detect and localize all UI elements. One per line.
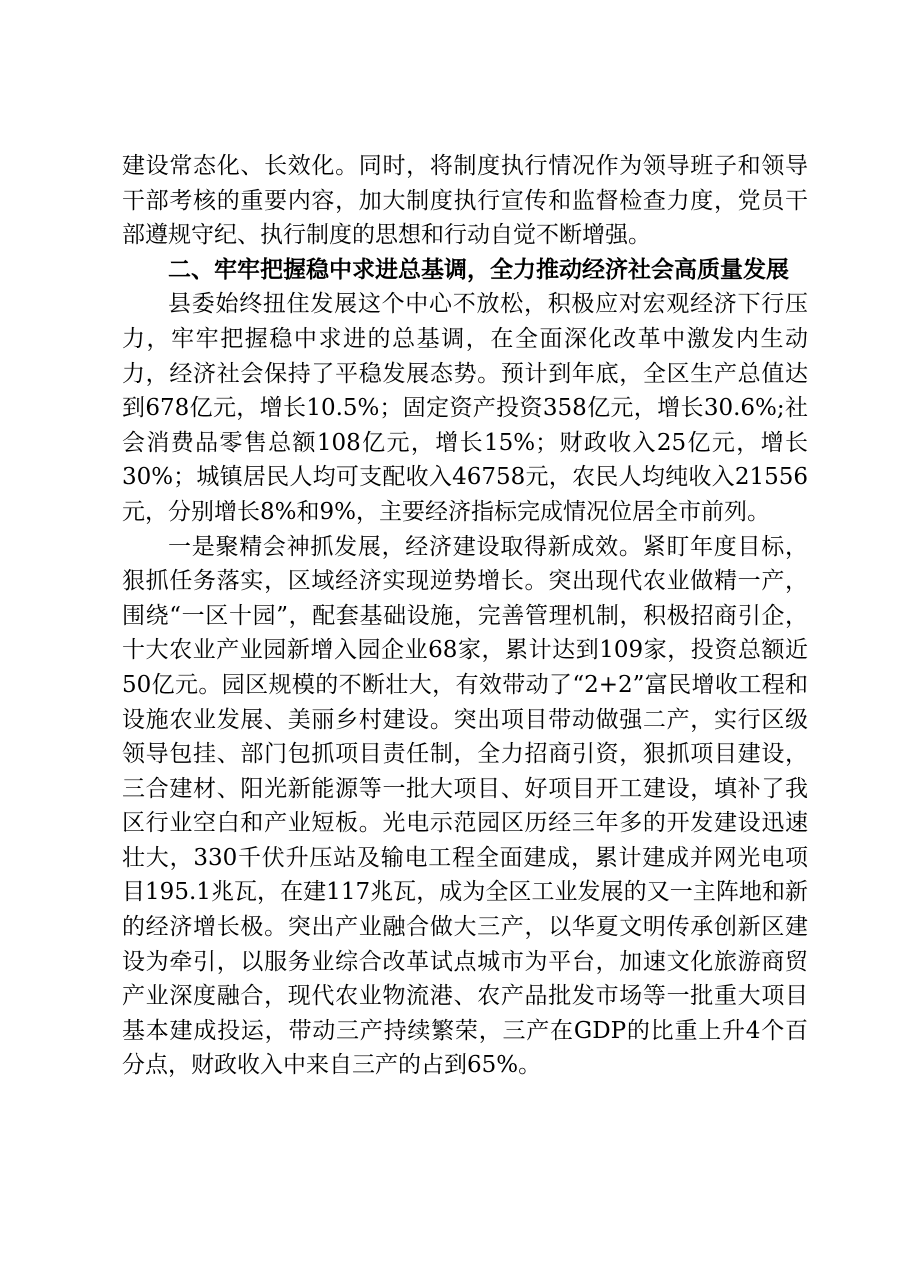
paragraph-economic-overview: 县委始终扭住发展这个中心不放松，积极应对宏观经济下行压力，牢牢把握稳中求进的总基调，在全面深化改革中激发内生动力，经济社会保持了平稳发展态势。预计到年底，全区生产总值达到678亿元，增长10.5%；固定资产投资358亿元，增长30.6%;社会消费品零售总额108亿元，增长15%；财政收入25亿元，增长30%；城镇居民人均可支配收入46758元，农民人均纯收入21556元，分别增长8%和9%，主要经济指标完成情况位居全市前列。 xyxy=(122,291,808,525)
section-heading: 二、牢牢把握稳中求进总基调，全力推动经济社会高质量发展 xyxy=(168,256,789,283)
paragraph-continuation: 建设常态化、长效化。同时，将制度执行情况作为领导班子和领导干部考核的重要内容，加大制度执行宣传和监督检查力度，党员干部遵规守纪、执行制度的思想和行动自觉不断增强。 xyxy=(122,153,808,249)
document-body xyxy=(122,149,808,1083)
paragraph-economic-development: 一是聚精会神抓发展，经济建设取得新成效。紧盯年度目标，狠抓任务落实，区域经济实现逆势增长。突出现代农业做精一产，围绕“一区十园”，配套基础设施，完善管理机制，积极招商引企，十大农业产业园新增入园企业68家，累计达到109家，投资总额近50亿元。园区规模的不断壮大，有效带动了“2+2”富民增收工程和设施农业发展、美丽乡村建设。突出项目带动做强二产，实行区级领导包挂、部门包抓项目责任制，全力招商引资，狠抓项目建设，三合建材、阳光新能源等一批大项目、好项目开工建设，填补了我区行业空白和产业短板。光电示范园区历经三年多的开发建设迅速壮大，330千伏升压站及输电工程全面建成，累计建成并网光电项目195.1兆瓦，在建117兆瓦，成为全区工业发展的又一主阵地和新的经济增长极。突出产业融合做大三产，以华夏文明传承创新区建设为牵引，以服务业综合改革试点城市为平台，加速文化旅游商贸产业深度融合，现代农业物流港、农产品批发市场等一批重大项目基本建成投运，带动三产持续繁荣，三产在GDP的比重上升4个百分点，财政收入中来自三产的占到65%。 xyxy=(122,533,808,1079)
